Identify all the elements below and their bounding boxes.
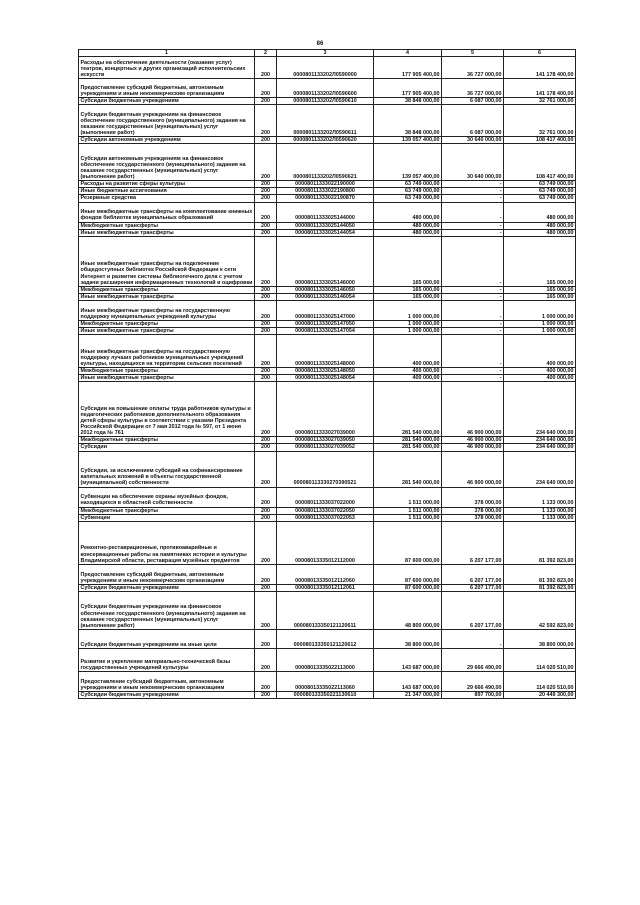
row-code-cell: 00008011333025147050 <box>277 320 374 327</box>
row-amount-change-cell: - <box>442 293 504 300</box>
row-code-cell: 000080113330270390521 <box>277 451 374 487</box>
row-subsection-cell: 200 <box>255 293 277 300</box>
table-row <box>79 382 576 437</box>
row-code-cell: 00008011333037022000 <box>277 487 374 507</box>
row-name-cell: Иные межбюджетные трансферты на подключение общедоступных библиотек Российской Федерации к сети Интернет и развитие системы библиотечного дела с учетом задачи расширения информационных технологий и оцифровки <box>79 236 255 286</box>
row-code-cell: 00008011333022190800 <box>277 188 374 195</box>
row-subsection-cell: 200 <box>255 236 277 286</box>
table-row <box>79 98 576 105</box>
row-amount-change-cell: - <box>442 181 504 188</box>
row-code-cell: 00008011333027039050 <box>277 437 374 444</box>
table-row <box>79 300 576 320</box>
row-code-cell: 00008011333025146000 <box>277 236 374 286</box>
row-amount-approved-cell: 281 540 000,00 <box>374 437 442 444</box>
row-code-cell: 00008011333025147000 <box>277 300 374 320</box>
row-amount-total-cell: 81 392 823,00 <box>504 521 576 564</box>
row-code-cell: 00008011333025148050 <box>277 368 374 375</box>
row-amount-total-cell: 234 640 000,00 <box>504 437 576 444</box>
row-amount-total-cell: 63 749 000,00 <box>504 195 576 202</box>
row-amount-change-cell: 6 207 177,00 <box>442 564 504 584</box>
row-subsection-cell: 200 <box>255 375 277 382</box>
row-amount-change-cell: 378 000,00 <box>442 487 504 507</box>
row-amount-total-cell: 114 020 510,00 <box>504 648 576 671</box>
row-subsection-cell: 200 <box>255 286 277 293</box>
table-row <box>79 181 576 188</box>
table-row <box>79 137 576 144</box>
table-row <box>79 691 576 698</box>
row-name-cell: Иные межбюджетные трансферты на комплектование книжных фондов библиотек муниципальных образований <box>79 202 255 222</box>
table-row <box>79 286 576 293</box>
row-code-cell: 0000801133202Л0590610 <box>277 98 374 105</box>
col-header-6: 6 <box>504 50 576 57</box>
table-row <box>79 629 576 648</box>
row-amount-change-cell: - <box>442 188 504 195</box>
row-amount-change-cell: 378 000,00 <box>442 514 504 521</box>
row-subsection-cell: 200 <box>255 137 277 144</box>
row-amount-total-cell: 63 749 000,00 <box>504 181 576 188</box>
row-amount-change-cell: 378 000,00 <box>442 507 504 514</box>
row-amount-change-cell: 46 900 000,00 <box>442 382 504 437</box>
table-row <box>79 521 576 564</box>
row-amount-change-cell: 29 666 490,00 <box>442 671 504 691</box>
row-code-cell: 00008013335022113060 <box>277 671 374 691</box>
row-name-cell: Субвенции на обеспечение охраны музейных фондов, находящихся в областной собственности <box>79 487 255 507</box>
row-amount-total-cell: 1 133 000,00 <box>504 514 576 521</box>
table-body <box>79 57 576 699</box>
row-subsection-cell: 200 <box>255 451 277 487</box>
row-code-cell: 0000801133202Л0590600 <box>277 79 374 98</box>
row-name-cell: Межбюджетные трансферты <box>79 320 255 327</box>
row-amount-total-cell: 20 449 300,00 <box>504 691 576 698</box>
table-row <box>79 57 576 79</box>
row-code-cell: 00008011333025148054 <box>277 375 374 382</box>
row-name-cell: Иные межбюджетные трансферты <box>79 375 255 382</box>
row-amount-approved-cell: 1 511 000,00 <box>374 507 442 514</box>
row-name-cell: Субсидии бюджетным учреждениям <box>79 98 255 105</box>
row-name-cell: Расходы на развитие сферы культуры <box>79 181 255 188</box>
row-amount-approved-cell: 1 511 000,00 <box>374 487 442 507</box>
row-amount-total-cell: 234 640 000,00 <box>504 382 576 437</box>
row-subsection-cell: 200 <box>255 98 277 105</box>
row-amount-approved-cell: 165 000,00 <box>374 286 442 293</box>
row-amount-change-cell: - <box>442 229 504 236</box>
table-row <box>79 79 576 98</box>
row-code-cell: 00008011333025146054 <box>277 293 374 300</box>
row-amount-approved-cell: 87 600 000,00 <box>374 521 442 564</box>
table-row <box>79 564 576 584</box>
row-amount-approved-cell: 165 000,00 <box>374 293 442 300</box>
row-name-cell: Иные межбюджетные трансферты на государственную поддержку муниципальных учреждений культуры <box>79 300 255 320</box>
row-amount-approved-cell: 38 848 000,00 <box>374 105 442 137</box>
row-subsection-cell: 200 <box>255 320 277 327</box>
row-amount-change-cell: 6 087 000,00 <box>442 98 504 105</box>
row-name-cell: Резервные средства <box>79 195 255 202</box>
row-amount-approved-cell: 143 687 000,00 <box>374 648 442 671</box>
row-amount-total-cell: 234 640 000,00 <box>504 451 576 487</box>
row-amount-change-cell: - <box>442 300 504 320</box>
row-amount-total-cell: 38 800 000,00 <box>504 629 576 648</box>
row-code-cell: 00008013335012112000 <box>277 521 374 564</box>
row-name-cell: Иные межбюджетные трансферты на государственную поддержку лучших работников муниципальных учреждений культуры, находящихся на территории сельских поселений <box>79 335 255 368</box>
row-amount-total-cell: 400 000,00 <box>504 375 576 382</box>
row-name-cell: Субсидии бюджетным учреждениям на финансовое обеспечение государственного (муниципального) задания на оказание государственных (муниципальных) услуг (выполнение работ) <box>79 591 255 629</box>
row-subsection-cell: 200 <box>255 671 277 691</box>
table-row <box>79 144 576 181</box>
row-name-cell: Субсидии бюджетным учреждениям на финансовое обеспечение государственного (муниципального) задания на оказание государственных (муниципальных) услуг (выполнение работ) <box>79 105 255 137</box>
row-subsection-cell: 200 <box>255 521 277 564</box>
row-code-cell: 00008011333022190000 <box>277 181 374 188</box>
row-code-cell: 00008011333037022053 <box>277 514 374 521</box>
table-row <box>79 591 576 629</box>
table-row <box>79 188 576 195</box>
row-name-cell: Расходы на обеспечение деятельности (оказание услуг) театров, концертных и других организаций исполнительских искусств <box>79 57 255 79</box>
row-amount-change-cell: - <box>442 629 504 648</box>
table-row <box>79 195 576 202</box>
row-amount-approved-cell: 400 000,00 <box>374 368 442 375</box>
row-name-cell: Иные межбюджетные трансферты <box>79 293 255 300</box>
table-row <box>79 368 576 375</box>
row-amount-total-cell: 81 392 823,00 <box>504 564 576 584</box>
row-amount-total-cell: 32 761 000,00 <box>504 105 576 137</box>
row-amount-approved-cell: 63 749 000,00 <box>374 188 442 195</box>
row-name-cell: Иные бюджетные ассигнования <box>79 188 255 195</box>
row-subsection-cell: 200 <box>255 691 277 698</box>
table-row <box>79 444 576 451</box>
row-amount-approved-cell: 281 540 000,00 <box>374 444 442 451</box>
row-amount-change-cell: - <box>442 368 504 375</box>
row-amount-total-cell: 108 417 400,00 <box>504 144 576 181</box>
row-name-cell: Предоставление субсидий бюджетным, автономным учреждениям и иным некоммерческим организациям <box>79 671 255 691</box>
row-code-cell: 00008011333027039052 <box>277 444 374 451</box>
row-subsection-cell: 200 <box>255 144 277 181</box>
row-amount-change-cell: 36 727 000,00 <box>442 57 504 79</box>
table-row <box>79 320 576 327</box>
row-amount-total-cell: 480 000,00 <box>504 222 576 229</box>
row-amount-approved-cell: 143 687 000,00 <box>374 671 442 691</box>
row-amount-total-cell: 81 392 823,00 <box>504 584 576 591</box>
row-amount-approved-cell: 1 000 000,00 <box>374 320 442 327</box>
row-code-cell: 0000801133202Л0590620 <box>277 137 374 144</box>
row-name-cell: Иные межбюджетные трансферты <box>79 328 255 335</box>
row-amount-change-cell: 30 640 000,00 <box>442 144 504 181</box>
table-row <box>79 437 576 444</box>
row-subsection-cell: 200 <box>255 300 277 320</box>
table-row <box>79 293 576 300</box>
row-code-cell: 0000801133202Л0590611 <box>277 105 374 137</box>
row-name-cell: Субсидии бюджетным учреждениям <box>79 691 255 698</box>
row-amount-total-cell: 480 000,00 <box>504 229 576 236</box>
row-subsection-cell: 200 <box>255 487 277 507</box>
row-code-cell: 00008011333025144000 <box>277 202 374 222</box>
col-header-3: 3 <box>277 50 374 57</box>
row-amount-change-cell: - <box>442 236 504 286</box>
row-subsection-cell: 200 <box>255 648 277 671</box>
row-subsection-cell: 200 <box>255 584 277 591</box>
row-code-cell: 00008011333025148000 <box>277 335 374 368</box>
row-amount-total-cell: 1 000 000,00 <box>504 300 576 320</box>
row-code-cell: 00008013335012112060 <box>277 564 374 584</box>
table-row <box>79 328 576 335</box>
row-subsection-cell: 200 <box>255 382 277 437</box>
row-name-cell: Ремонтно-реставрационные, противоаварийные и консервационные работы на памятниках истории и культуры Владимирской области, реставрация музейных предметов <box>79 521 255 564</box>
row-subsection-cell: 200 <box>255 229 277 236</box>
row-code-cell: 00008011333037022050 <box>277 507 374 514</box>
row-code-cell: 0000801133202Л0590621 <box>277 144 374 181</box>
row-amount-total-cell: 1 133 000,00 <box>504 487 576 507</box>
row-code-cell: 00008011333027039000 <box>277 382 374 437</box>
row-code-cell: 00008011333025147054 <box>277 328 374 335</box>
row-amount-change-cell: - <box>442 335 504 368</box>
row-name-cell: Межбюджетные трансферты <box>79 368 255 375</box>
row-subsection-cell: 200 <box>255 437 277 444</box>
row-name-cell: Развитие и укрепление материально-технической базы государственных учреждений культуры <box>79 648 255 671</box>
row-subsection-cell: 200 <box>255 188 277 195</box>
row-subsection-cell: 200 <box>255 222 277 229</box>
row-name-cell: Межбюджетные трансферты <box>79 437 255 444</box>
row-code-cell: 00008011333025144050 <box>277 222 374 229</box>
row-amount-total-cell: 400 000,00 <box>504 368 576 375</box>
row-amount-total-cell: 63 749 000,00 <box>504 188 576 195</box>
row-amount-change-cell: - <box>442 328 504 335</box>
table-row <box>79 202 576 222</box>
row-code-cell: 000080133350221130610 <box>277 691 374 698</box>
row-subsection-cell: 200 <box>255 181 277 188</box>
table-row <box>79 671 576 691</box>
row-amount-approved-cell: 87 600 000,00 <box>374 584 442 591</box>
row-amount-change-cell: 6 207 177,00 <box>442 584 504 591</box>
row-name-cell: Субсидии автономным учреждениям <box>79 137 255 144</box>
row-amount-total-cell: 165 000,00 <box>504 293 576 300</box>
row-subsection-cell: 200 <box>255 79 277 98</box>
row-subsection-cell: 200 <box>255 195 277 202</box>
row-amount-approved-cell: 38 848 000,00 <box>374 98 442 105</box>
row-amount-total-cell: 108 417 400,00 <box>504 137 576 144</box>
row-amount-change-cell: - <box>442 195 504 202</box>
row-amount-total-cell: 1 000 000,00 <box>504 328 576 335</box>
row-subsection-cell: 200 <box>255 202 277 222</box>
row-subsection-cell: 200 <box>255 328 277 335</box>
row-subsection-cell: 200 <box>255 444 277 451</box>
row-name-cell: Субсидии на повышение оплаты труда работников культуры и педагогических работников дополнительного образования детей сферы культуры в соответствии с указами Президента Российской Федерации от 7 мая 2012 года № 597, от 1 июня 2012 года № 761 <box>79 382 255 437</box>
row-amount-total-cell: 114 020 510,00 <box>504 671 576 691</box>
row-amount-change-cell: - <box>442 222 504 229</box>
table-row <box>79 451 576 487</box>
row-name-cell: Субсидии бюджетным учреждениям на иные цели <box>79 629 255 648</box>
row-amount-total-cell: 400 000,00 <box>504 335 576 368</box>
row-amount-change-cell: 46 900 000,00 <box>442 437 504 444</box>
row-code-cell: 0000801133202Л0590000 <box>277 57 374 79</box>
row-amount-approved-cell: 63 749 000,00 <box>374 195 442 202</box>
row-amount-approved-cell: 139 057 400,00 <box>374 137 442 144</box>
row-amount-change-cell: 30 640 000,00 <box>442 137 504 144</box>
table-row <box>79 514 576 521</box>
table-row <box>79 507 576 514</box>
table-row <box>79 648 576 671</box>
row-amount-approved-cell: 281 540 000,00 <box>374 382 442 437</box>
row-amount-total-cell: 480 000,00 <box>504 202 576 222</box>
table-row <box>79 105 576 137</box>
table-row <box>79 222 576 229</box>
row-amount-approved-cell: 1 511 000,00 <box>374 514 442 521</box>
row-amount-change-cell: - <box>442 202 504 222</box>
row-amount-approved-cell: 165 000,00 <box>374 236 442 286</box>
row-amount-approved-cell: 87 600 000,00 <box>374 564 442 584</box>
row-amount-approved-cell: 177 905 400,00 <box>374 79 442 98</box>
table-row <box>79 335 576 368</box>
row-name-cell: Межбюджетные трансферты <box>79 507 255 514</box>
row-amount-total-cell: 165 000,00 <box>504 286 576 293</box>
row-subsection-cell: 200 <box>255 57 277 79</box>
row-amount-approved-cell: 480 000,00 <box>374 229 442 236</box>
row-subsection-cell: 200 <box>255 368 277 375</box>
table-row <box>79 229 576 236</box>
row-amount-approved-cell: 48 800 000,00 <box>374 591 442 629</box>
row-amount-approved-cell: 1 000 000,00 <box>374 300 442 320</box>
row-amount-approved-cell: 400 000,00 <box>374 335 442 368</box>
row-amount-approved-cell: 281 540 000,00 <box>374 451 442 487</box>
row-amount-change-cell: 46 900 000,00 <box>442 451 504 487</box>
row-amount-change-cell: 6 207 177,00 <box>442 591 504 629</box>
row-amount-approved-cell: 1 000 000,00 <box>374 328 442 335</box>
row-amount-change-cell: 46 900 000,00 <box>442 444 504 451</box>
row-name-cell: Предоставление субсидий бюджетным, автономным учреждениям и иным некоммерческим организациям <box>79 564 255 584</box>
row-amount-change-cell: - <box>442 375 504 382</box>
row-amount-approved-cell: 400 000,00 <box>374 375 442 382</box>
table-row <box>79 236 576 286</box>
row-name-cell: Субсидии автономным учреждениям на финансовое обеспечение государственного (муниципального) задания на оказание государственных (муниципальных) услуг (выполнение работ) <box>79 144 255 181</box>
row-code-cell: 00008011333022190870 <box>277 195 374 202</box>
row-subsection-cell: 200 <box>255 629 277 648</box>
row-name-cell: Субвенции <box>79 514 255 521</box>
row-amount-approved-cell: 480 000,00 <box>374 202 442 222</box>
row-name-cell: Субсидии бюджетным учреждениям <box>79 584 255 591</box>
row-name-cell: Иные межбюджетные трансферты <box>79 229 255 236</box>
row-amount-approved-cell: 177 905 400,00 <box>374 57 442 79</box>
header-row <box>79 50 576 57</box>
budget-table <box>78 49 576 699</box>
row-amount-total-cell: 1 000 000,00 <box>504 320 576 327</box>
row-amount-change-cell: - <box>442 286 504 293</box>
col-header-2: 2 <box>255 50 277 57</box>
row-name-cell: Субсидии, за исключением субсидий на софинансирование капитальных вложений в объекты государственной (муниципальной) собственности <box>79 451 255 487</box>
row-code-cell: 00008013335012112061 <box>277 584 374 591</box>
table-row <box>79 584 576 591</box>
row-subsection-cell: 200 <box>255 514 277 521</box>
col-header-1: 1 <box>79 50 255 57</box>
row-code-cell: 000080133350121120612 <box>277 629 374 648</box>
row-subsection-cell: 200 <box>255 335 277 368</box>
table-row <box>79 487 576 507</box>
table-row <box>79 375 576 382</box>
row-amount-total-cell: 42 592 823,00 <box>504 591 576 629</box>
row-amount-change-cell: 897 700,00 <box>442 691 504 698</box>
row-code-cell: 00008011333025146050 <box>277 286 374 293</box>
row-amount-approved-cell: 63 749 000,00 <box>374 181 442 188</box>
page-number: 86 <box>316 41 324 47</box>
row-amount-total-cell: 165 000,00 <box>504 236 576 286</box>
row-amount-total-cell: 1 133 000,00 <box>504 507 576 514</box>
col-header-5: 5 <box>442 50 504 57</box>
row-amount-approved-cell: 139 057 400,00 <box>374 144 442 181</box>
row-name-cell: Предоставление субсидий бюджетным, автономным учреждениям и иным некоммерческим организациям <box>79 79 255 98</box>
row-amount-change-cell: 6 207 177,00 <box>442 521 504 564</box>
row-amount-total-cell: 141 178 400,00 <box>504 57 576 79</box>
col-header-4: 4 <box>374 50 442 57</box>
row-amount-change-cell: 6 087 000,00 <box>442 105 504 137</box>
row-code-cell: 000080133350121120611 <box>277 591 374 629</box>
row-amount-approved-cell: 21 347 000,00 <box>374 691 442 698</box>
row-name-cell: Межбюджетные трансферты <box>79 222 255 229</box>
row-subsection-cell: 200 <box>255 564 277 584</box>
row-amount-approved-cell: 480 000,00 <box>374 222 442 229</box>
row-amount-total-cell: 234 640 000,00 <box>504 444 576 451</box>
row-amount-change-cell: 29 666 490,00 <box>442 648 504 671</box>
row-code-cell: 00008013335022113000 <box>277 648 374 671</box>
row-amount-change-cell: 36 727 000,00 <box>442 79 504 98</box>
row-name-cell: Межбюджетные трансферты <box>79 286 255 293</box>
row-code-cell: 00008011333025144054 <box>277 229 374 236</box>
row-amount-total-cell: 141 178 400,00 <box>504 79 576 98</box>
row-subsection-cell: 200 <box>255 507 277 514</box>
row-subsection-cell: 200 <box>255 591 277 629</box>
row-name-cell: Субсидии <box>79 444 255 451</box>
row-amount-total-cell: 32 761 000,00 <box>504 98 576 105</box>
row-amount-approved-cell: 38 800 000,00 <box>374 629 442 648</box>
row-subsection-cell: 200 <box>255 105 277 137</box>
row-amount-change-cell: - <box>442 320 504 327</box>
